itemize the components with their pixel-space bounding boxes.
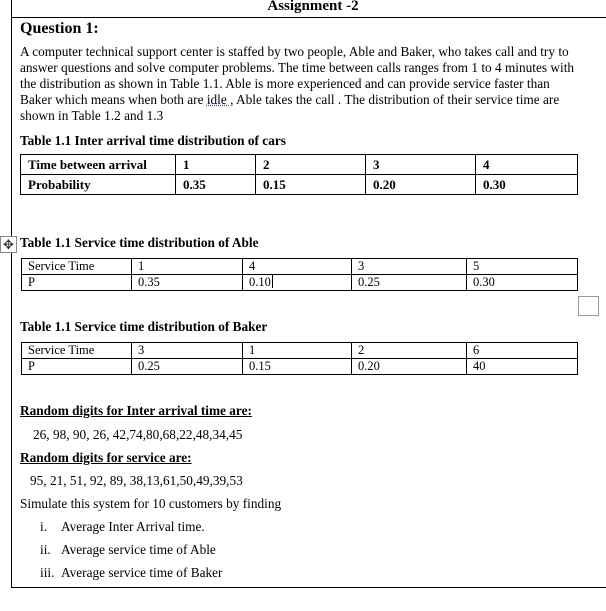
service-digits: 95, 21, 51, 92, 89, 38,13,61,50,49,39,53	[30, 473, 243, 488]
table-row	[22, 275, 578, 291]
baker-service-table[interactable]	[21, 342, 578, 375]
paragraph-line-2: answer questions and solve computer problems. The time between calls ranges from 1 to 4 minutes with	[20, 60, 575, 75]
paragraph-line-4-end: Able takes the call . The distribution of their service time are	[233, 92, 560, 107]
paragraph-line-4-start: Baker which means when both are	[20, 92, 207, 107]
list-text: Average Inter Arrival time.	[61, 519, 205, 534]
table-cell[interactable]: 40	[467, 359, 578, 375]
table-cell[interactable]: 3	[366, 155, 476, 175]
header-rule	[11, 17, 606, 18]
table-cell[interactable]: 0.20	[366, 175, 476, 195]
list-number: ii.	[40, 542, 51, 557]
table-row	[22, 359, 578, 375]
question-title: Question 1:	[20, 20, 99, 37]
service-digits-title: Random digits for service are:	[20, 450, 192, 465]
able-service-table[interactable]	[21, 258, 578, 291]
table-cell[interactable]: 0.25	[132, 359, 243, 375]
table-cell[interactable]: P	[22, 359, 132, 375]
layout-options-box[interactable]	[578, 296, 599, 316]
table-cell[interactable]: 5	[467, 259, 578, 275]
table-cell[interactable]: 2	[352, 343, 467, 359]
list-item	[40, 565, 222, 581]
text-cursor	[272, 275, 273, 288]
table-cell[interactable]: 3	[132, 343, 243, 359]
table-cell[interactable]: 1	[176, 155, 256, 175]
table-row	[21, 175, 578, 195]
table-cell[interactable]: 0.30	[467, 275, 578, 291]
table-cell[interactable]: Service Time	[22, 343, 132, 359]
paragraph-line-5: shown in Table 1.2 and 1.3	[20, 108, 164, 123]
table2-caption: Table 1.1 Service time distribution of Able	[20, 235, 259, 250]
list-item	[40, 519, 205, 535]
list-text: Average service time of Baker	[61, 565, 223, 580]
table-cell[interactable]: P	[22, 275, 132, 291]
list-number: iii.	[40, 565, 55, 580]
table-cell[interactable]: 1	[243, 343, 352, 359]
list-text: Average service time of Able	[61, 542, 216, 557]
table-cell[interactable]: Time between arrival	[21, 155, 176, 175]
spellcheck-idle-word[interactable]: idle ,	[206, 92, 234, 107]
table-cell[interactable]: 0.35	[132, 275, 243, 291]
list-item	[40, 542, 216, 558]
table1-caption: Table 1.1 Inter arrival time distribution of cars	[20, 133, 286, 148]
assignment-title: Assignment -2	[267, 0, 359, 14]
move-arrows-icon[interactable]: ✥	[0, 236, 17, 253]
table-row	[22, 343, 578, 359]
interarrival-digits-title: Random digits for Inter arrival time are:	[20, 403, 252, 418]
question-paragraph[interactable]	[20, 44, 606, 124]
paragraph-line-1: A computer technical support center is staffed by two people, Able and Baker, who takes call and try to	[20, 44, 569, 59]
table-cell[interactable]: 2	[256, 155, 366, 175]
table-cell[interactable]: 3	[352, 259, 467, 275]
paragraph-line-4	[20, 92, 606, 108]
list-number: i.	[40, 519, 48, 534]
table-row	[22, 259, 578, 275]
table-cell[interactable]: 0.15	[243, 359, 352, 375]
task-intro: Simulate this system for 10 customers by finding	[20, 496, 282, 511]
active-cell-text: 0.10	[249, 275, 271, 289]
table-cell[interactable]: 4	[243, 259, 352, 275]
table-cell-active[interactable]	[243, 275, 352, 291]
table-cell[interactable]: 0.15	[256, 175, 366, 195]
table-cell[interactable]: 1	[132, 259, 243, 275]
table3-caption: Table 1.1 Service time distribution of Baker	[20, 319, 268, 334]
table-cell[interactable]: 0.25	[352, 275, 467, 291]
interarrival-digits: 26, 98, 90, 26, 42,74,80,68,22,48,34,45	[33, 427, 243, 442]
table-row	[21, 155, 578, 175]
table-cell[interactable]: Service Time	[22, 259, 132, 275]
table-cell[interactable]: Probability	[21, 175, 176, 195]
interarrival-table[interactable]	[20, 154, 578, 195]
table-cell[interactable]: 4	[476, 155, 578, 175]
table-cell[interactable]: 0.35	[176, 175, 256, 195]
table-cell[interactable]: 0.30	[476, 175, 578, 195]
table-cell[interactable]: 0.20	[352, 359, 467, 375]
paragraph-line-3: the distribution as shown in Table 1.1. Able is more experienced and can provide service faster than	[20, 76, 550, 91]
table-cell[interactable]: 6	[467, 343, 578, 359]
